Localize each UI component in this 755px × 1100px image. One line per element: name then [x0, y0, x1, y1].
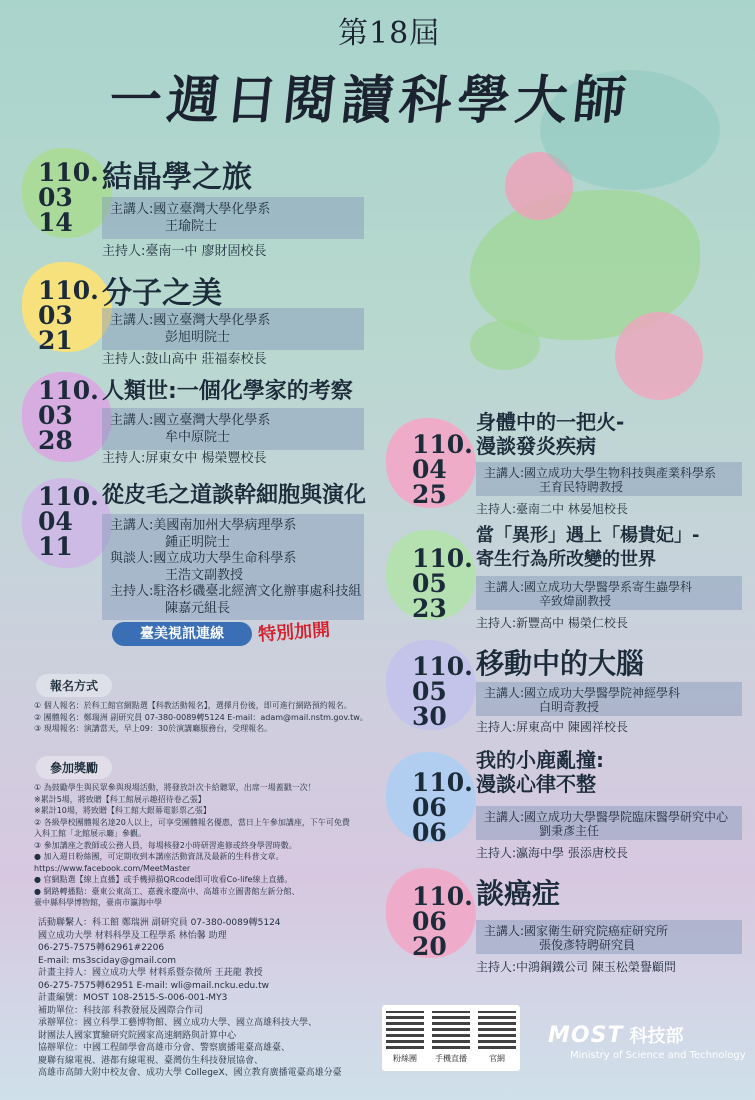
talk-title: 從皮毛之道談幹細胞與演化	[102, 483, 367, 508]
online-link-button[interactable]: 臺美視訊連線	[112, 622, 252, 646]
registration-text: ① 個人報名：於科工館官網點選【科教活動報名】，選擇月份後，即可進行網路預約報名。 ② 團體報名：鄭瑞洲 副研究員 07-380-0089轉5124 E-mail：adam@mail.nstm.gov.tw。 ③ 現場報名：演講當天，早上09：30於演講廳服務台，受理報名。	[34, 701, 368, 733]
talk-date: 110. 04 25	[412, 430, 473, 509]
host-line: 主持人:中鴻鋼鐵公司 陳玉松榮譽顧問	[476, 960, 676, 974]
speaker-box: 主講人:國家衛生研究院癌症研究所 張俊彥特聘研究員	[476, 920, 742, 954]
rewards-text: ① 為鼓勵學生與民眾參與現場活動，將發放計次卡給聽眾，出席一場蓋戳一次！ ※累計5場，將致贈【科工館展示趣招待卷乙張】 ※累計10場，將致贈【科工館大銀幕電影票乙張】 ② 各級學校團體報名達20人以上，可享受團體報名優惠，當日上午參加講座，下午可免費 入科工館「北館展示廳」參觀。 ③ 參加講座之教師或公務人員，每場核發2小時研習進修或終身學習時數。 ● 加入週日粉絲團，可定期收到本講座活動資訊及最新的生科普文章。 https://www.facebook.com/MeetMaster ● 官網點選【線上直播】或手機掃描QRcode即可收看Co-life線上直播。 ● 網路轉播點：臺東公東高工、嘉義永慶高中、高雄市立圖書館左新分館、 臺中縣科學博物館，臺南市瀛海中學	[34, 783, 350, 907]
host-line: 主持人:臺南二中 林晏旭校長	[476, 502, 628, 516]
talk-date: 110. 06 06	[412, 768, 473, 847]
qr-panel	[382, 1005, 520, 1071]
talk-date: 110. 05 23	[412, 544, 473, 623]
talk-date: 110. 03 28	[38, 376, 99, 455]
qr-code-fanpage[interactable]	[386, 1011, 424, 1049]
speaker-box: 主講人:國立臺灣大學化學系 牟中原院士	[102, 408, 364, 450]
decor-blob-green-2	[470, 320, 540, 370]
speaker-box: 主講人:國立成功大學醫學院臨床醫學研究中心 劉秉彥主任	[476, 806, 742, 840]
poster-title: 一週日閱讀科學大師	[106, 70, 635, 131]
most-logo-text: MOST	[548, 1023, 624, 1048]
talk-title: 當「異形」遇上「楊貴妃」- 寄生行為所改變的世界	[476, 525, 700, 570]
host-line: 主持人:臺南一中 廖財固校長	[102, 244, 267, 259]
speaker-box: 主講人:國立成功大學生物科技與產業科學系 王育民特聘教授	[476, 462, 742, 496]
speaker-box: 主講人:國立臺灣大學化學系 王瑜院士	[102, 197, 364, 239]
host-line: 主持人:屏東女中 楊榮豐校長	[102, 451, 267, 466]
speaker-box: 主講人:美國南加州大學病理學系 鍾正明院士 與談人:國立成功大學生命科學系 王浩文副教授 主持人:駐洛杉磯臺北經濟文化辦事處科技組 陳嘉元組長	[102, 514, 364, 620]
talk-title: 身體中的一把火- 漫談發炎疾病	[476, 410, 625, 458]
qr-label: 粉絲團	[393, 1054, 417, 1063]
talk-title: 分子之美	[102, 276, 222, 311]
registration-heading: 報名方式	[36, 674, 112, 697]
talk-title: 結晶學之旅	[102, 160, 252, 195]
talk-date: 110. 05 30	[412, 652, 473, 731]
rewards-heading: 參加獎勵	[36, 756, 112, 779]
talk-date: 110. 03 21	[38, 276, 99, 355]
talk-date: 110. 04 11	[38, 482, 99, 561]
special-badge: 特別加開	[257, 619, 331, 646]
host-line: 主持人:鼓山高中 莊福泰校長	[102, 352, 267, 367]
qr-code-website[interactable]	[478, 1011, 516, 1049]
talk-date: 110. 06 20	[412, 882, 473, 961]
talk-title: 談癌症	[476, 877, 561, 910]
contact-info: 活動聯繫人：科工館 鄭瑞洲 副研究員 07-380-0089轉5124 國立成功大學 材料科學及工程學系 林怡馨 助理 06-275-7575轉62961#2206 E-mail: ms3sciday@gmail.com 計畫主持人：國立成功大學 材料系暨奈微所 王茈龍 教授 06-275-7575轉62951 E-mail: wli@mail.ncku.edu.tw 計畫編號：MOST 108-2515-S-006-001-MY3 補助單位：科技部 科教發展及國際合作司 承辦單位：國立科學工藝博物館、國立成功大學、國立高雄科技大學、 財團法人國家實驗研究院國家高速網路與計算中心 協辦單位：中國工程師學會高雄市分會、警察廣播電臺高雄臺、 慶聯有線電視、港都有線電視、臺灣仿生科技發展協會、 高雄市高師大附中校友會、成功大學 CollegeX、國立教育廣播電臺高雄分臺	[38, 918, 342, 1078]
host-line: 主持人:瀛海中學 張添唐校長	[476, 846, 628, 860]
qr-label: 手機直播	[435, 1054, 467, 1063]
host-line: 主持人:新豐高中 楊榮仁校長	[476, 616, 628, 630]
agency-logo	[548, 1022, 746, 1061]
edition-label: 第18屆	[338, 16, 441, 51]
agency-english-name: Ministry of Science and Technology	[570, 1050, 746, 1061]
talk-title: 人類世:一個化學家的考察	[102, 379, 353, 404]
speaker-box: 主講人:國立成功大學醫學系寄生蟲學科 辛致煒副教授	[476, 576, 742, 610]
qr-code-live[interactable]	[432, 1011, 470, 1049]
agency-name: 科技部	[629, 1026, 684, 1047]
talk-title: 我的小鹿亂撞: 漫談心律不整	[476, 748, 604, 796]
speaker-box: 主講人:國立成功大學醫學院神經學科 白明奇教授	[476, 682, 742, 716]
talk-title: 移動中的大腦	[476, 647, 645, 680]
talk-date: 110. 03 14	[38, 158, 99, 237]
speaker-box: 主講人:國立臺灣大學化學系 彭旭明院士	[102, 308, 364, 350]
qr-label: 官網	[489, 1054, 505, 1063]
decor-blob-pink-2	[615, 312, 703, 400]
host-line: 主持人:屏東高中 陳國祥校長	[476, 720, 628, 734]
